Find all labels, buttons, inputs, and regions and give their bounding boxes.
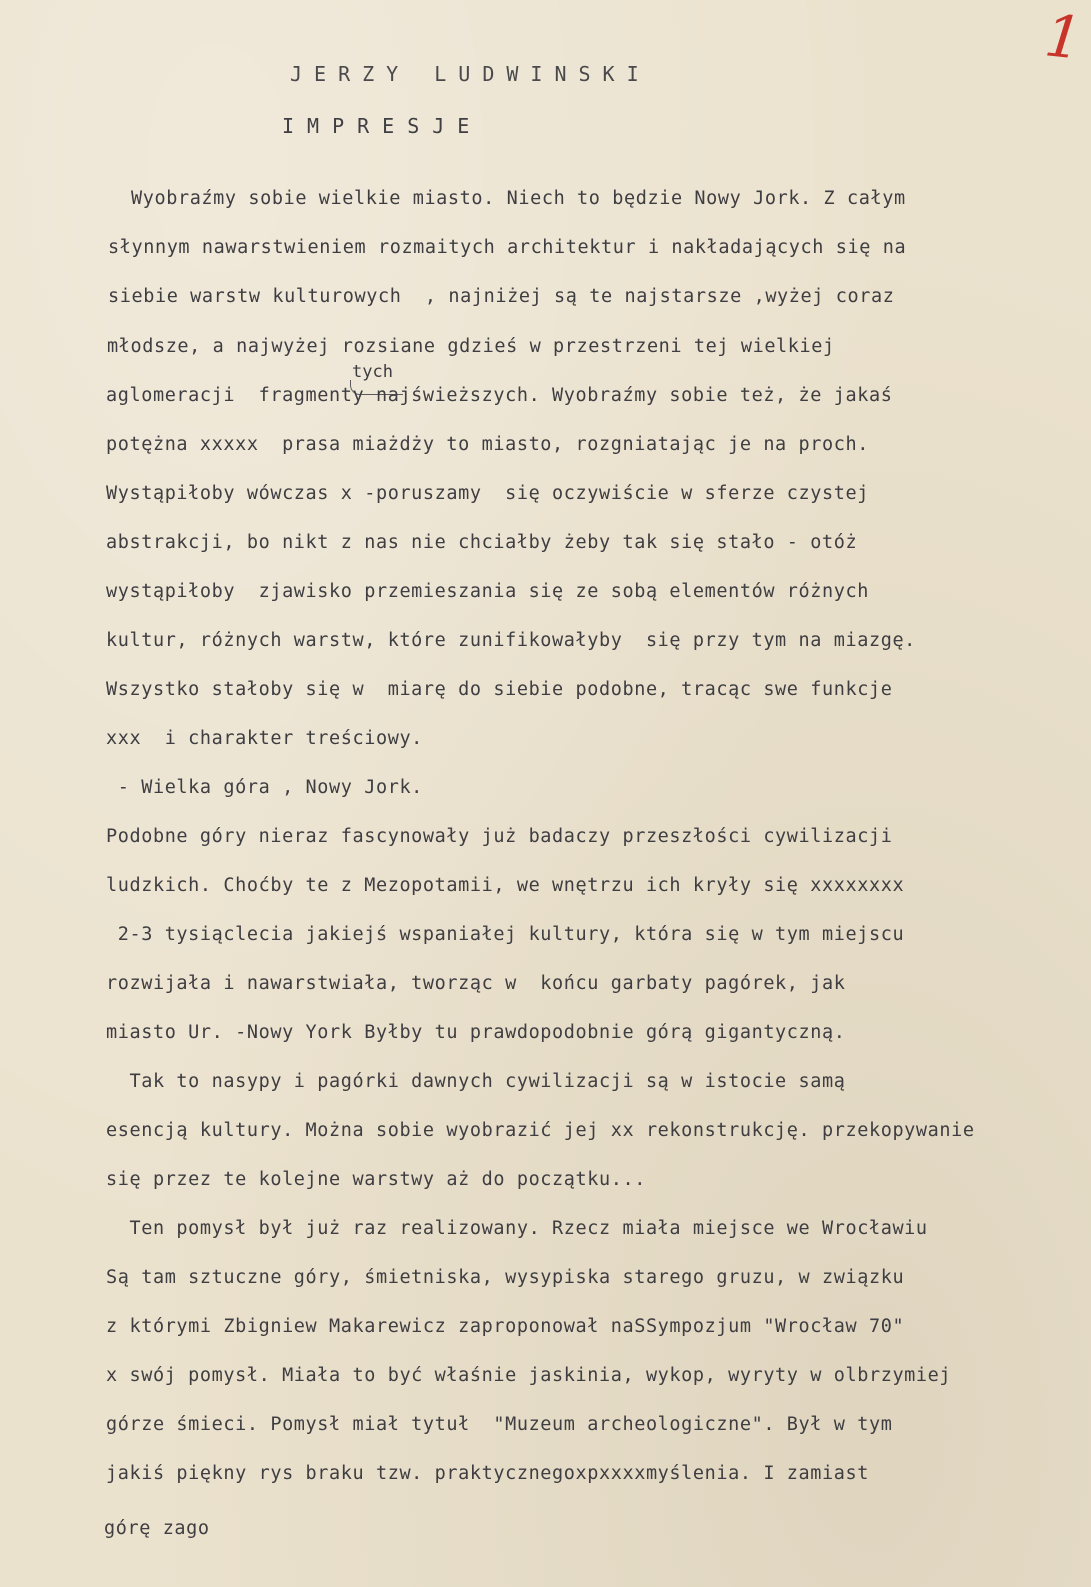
text-line: rozwijała i nawarstwiała, tworząc w końcu garbaty pagórek, jak: [106, 973, 846, 994]
text-line: kultur, różnych warstw, które zunifikowałyby się przy tym na miazgę.: [106, 630, 916, 651]
text-line: górę zago: [104, 1518, 210, 1539]
text-line: Ten pomysł był już raz realizowany. Rzecz miała miejsce we Wrocławiu: [106, 1218, 928, 1239]
text-line: słynnym nawarstwieniem rozmaitych architektur i nakładających się na: [108, 237, 907, 258]
text-line: abstrakcji, bo nikt z nas nie chciałby żeby tak się stało - otóż: [106, 532, 858, 553]
text-line: aglomeracji fragmenty najświeższych. Wyobraźmy sobie też, że jakaś: [106, 385, 893, 406]
text-line: jakiś piękny rys braku tzw. praktycznegoxpxxxxmyślenia. I zamiast: [106, 1463, 869, 1484]
text-line: z którymi Zbigniew Makarewicz zaproponował naSSympozjum "Wrocław 70": [106, 1316, 905, 1337]
handwritten-insertion: tych: [352, 362, 393, 382]
text-line: Wystąpiłoby wówczas x -poruszamy się oczywiście w sferze czystej: [106, 483, 869, 504]
text-line: Podobne góry nieraz fascynowały już badaczy przeszłości cywilizacji: [106, 826, 893, 847]
text-line: się przez te kolejne warstwy aż do początku...: [106, 1169, 646, 1190]
text-line: ludzkich. Choćby te z Mezopotamii, we wnętrzu ich kryły się xxxxxxxx: [106, 875, 905, 896]
text-line: x swój pomysł. Miała to być właśnie jaskinia, wykop, wyryty w olbrzymiej: [106, 1365, 952, 1386]
page-number: 1: [1041, 1, 1086, 73]
text-line: 2-3 tysiąclecia jakiejś wspaniałej kultury, która się w tym miejscu: [106, 924, 905, 945]
document-title: IMPRESJE: [282, 114, 483, 138]
text-line: młodsze, a najwyżej rozsiane gdzieś w przestrzeni tej wielkiej: [107, 336, 835, 357]
text-line: Tak to nasypy i pagórki dawnych cywilizacji są w istocie samą: [106, 1071, 846, 1092]
text-line: Wyobraźmy sobie wielkie miasto. Niech to będzie Nowy Jork. Z całym: [131, 188, 906, 209]
text-line: Są tam sztuczne góry, śmietniska, wysypiska starego gruzu, w związku: [106, 1267, 905, 1288]
text-line: - Wielka góra , Nowy Jork.: [106, 777, 423, 798]
text-line: potężna xxxxx prasa miażdży to miasto, rozgniatając je na proch.: [106, 434, 869, 455]
text-line: wystąpiłoby zjawisko przemieszania się ze sobą elementów różnych: [106, 581, 869, 602]
author-heading: JERZY LUDWINSKI: [290, 62, 651, 86]
text-line: miasto Ur. -Nowy York Byłby tu prawdopodobnie górą gigantyczną.: [106, 1022, 846, 1043]
text-line: górze śmieci. Pomysł miał tytuł "Muzeum archeologiczne". Był w tym: [106, 1414, 893, 1435]
text-line: esencją kultury. Można sobie wyobrazić jej xx rekonstrukcję. przekopywanie: [106, 1120, 975, 1141]
text-line: siebie warstw kulturowych , najniżej są te najstarsze ,wyżej coraz: [108, 286, 895, 307]
text-line: xxx i charakter treściowy.: [106, 728, 423, 749]
text-line: Wszystko stałoby się w miarę do siebie podobne, tracąc swe funkcje: [106, 679, 893, 700]
